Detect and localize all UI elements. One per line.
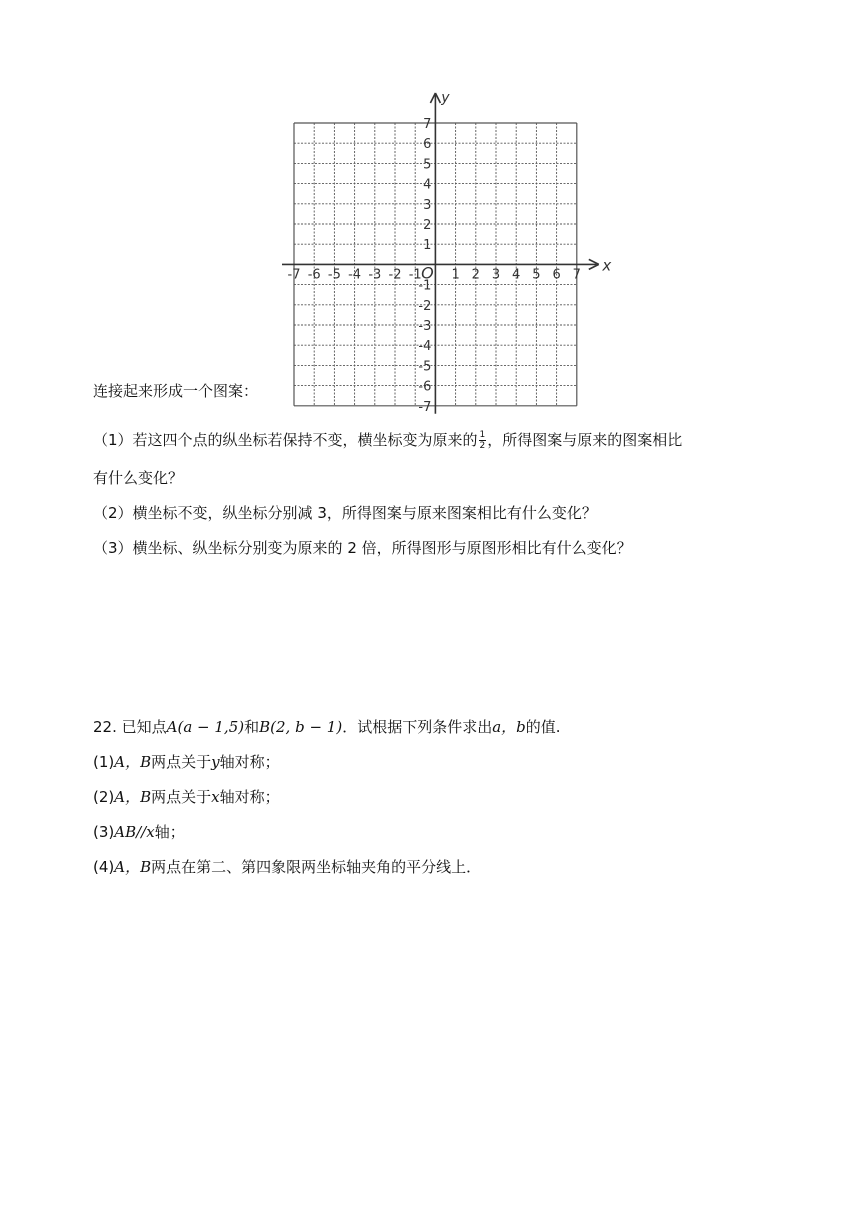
q21-part1	[93, 430, 682, 451]
y-tick-label: -3	[418, 319, 432, 334]
q21-part2: （2）横坐标不变，纵坐标分别减 3，所得图案与原来图案相比有什么变化？	[93, 504, 597, 522]
x-tick-label: 4	[512, 267, 521, 283]
cond1-axis: y	[211, 753, 220, 771]
fraction-numerator: 1	[479, 430, 486, 440]
q22-cond1	[93, 752, 280, 772]
x-tick-label: -4	[348, 267, 362, 283]
q21-part1-text-after: ，所得图案与原来的图案相比	[487, 431, 683, 449]
x-tick-label: 7	[572, 267, 581, 283]
y-tick-label: -4	[418, 339, 432, 355]
point-b-expr: B(2, b − 1)	[259, 718, 343, 736]
intro-text: 连接起来形成一个图案：	[93, 382, 259, 400]
fraction-denominator: 2	[479, 441, 486, 451]
q21-part3: （3）横坐标、纵坐标分别变为原来的 2 倍，所得图形与原图形相比有什么变化？	[93, 539, 632, 557]
x-tick-label: -1	[408, 267, 422, 283]
q22-vars: a，b	[492, 718, 526, 736]
y-tick-label: 7	[423, 117, 432, 132]
q22-and: 和	[244, 718, 260, 736]
y-tick-label: 2	[423, 218, 432, 233]
x-axis-label: x	[602, 256, 612, 275]
x-tick-label: -2	[388, 267, 402, 283]
cond3-expr: AB//x	[114, 823, 155, 841]
x-tick-label: -6	[307, 267, 321, 283]
cond1-text2: 轴对称；	[219, 753, 280, 771]
cond3-text: 轴；	[154, 823, 185, 841]
cond2-text1: 两点关于	[151, 788, 212, 806]
q21-part1-text-before: （1）若这四个点的纵坐标若保持不变，横坐标变为原来的	[93, 431, 478, 449]
origin-label: O	[421, 263, 434, 283]
x-tick-label: -5	[327, 267, 341, 283]
q22-text1: 已知点	[121, 718, 167, 736]
y-tick-label: -5	[418, 359, 432, 375]
y-tick-label: 4	[423, 177, 432, 193]
x-tick-label: 1	[451, 267, 460, 283]
x-tick-label: 3	[491, 267, 501, 283]
x-tick-label: -7	[287, 267, 301, 283]
cond2-ab: A，B	[114, 788, 152, 806]
q22-cond3	[93, 822, 185, 842]
cond4-ab: A，B	[114, 858, 152, 876]
cond3-num: (3)	[93, 823, 115, 841]
q22-cond2	[93, 787, 280, 807]
y-tick-label: -2	[418, 298, 432, 314]
cond2-num: (2)	[93, 788, 115, 806]
q22-text2: ．试根据下列条件求出	[342, 718, 493, 736]
cond2-text2: 轴对称；	[219, 788, 280, 806]
cond2-axis: x	[211, 788, 220, 806]
coordinate-grid-svg	[280, 90, 612, 415]
q22-number: 22.	[93, 718, 117, 736]
y-tick-label: 3	[423, 197, 432, 213]
q21-part1-line2: 有什么变化？	[93, 469, 184, 487]
coordinate-grid-figure	[280, 90, 612, 415]
fraction-one-half	[479, 430, 487, 451]
cond1-num: (1)	[93, 753, 115, 771]
x-tick-label: 5	[532, 267, 541, 283]
cond1-text1: 两点关于	[151, 753, 212, 771]
q22-text3: 的值.	[525, 718, 561, 736]
x-tick-label: 2	[471, 267, 480, 283]
y-tick-label: 5	[423, 157, 432, 173]
q22-lead	[93, 717, 561, 737]
cond4-text: 两点在第二、第四象限两坐标轴夹角的平分线上．	[151, 858, 482, 876]
y-axis-label: y	[441, 90, 450, 106]
y-tick-label: 1	[423, 238, 432, 254]
x-tick-label: 6	[552, 267, 561, 283]
cond1-ab: A，B	[114, 753, 152, 771]
point-a-expr: A(a − 1,5)	[166, 718, 245, 736]
y-tick-label: 6	[423, 137, 432, 153]
y-tick-label: -6	[418, 379, 432, 395]
y-tick-label: -1	[418, 278, 432, 294]
x-tick-label: -3	[368, 267, 382, 283]
cond4-num: (4)	[93, 858, 115, 876]
q22-cond4	[93, 857, 481, 877]
y-tick-label: -7	[418, 399, 432, 415]
